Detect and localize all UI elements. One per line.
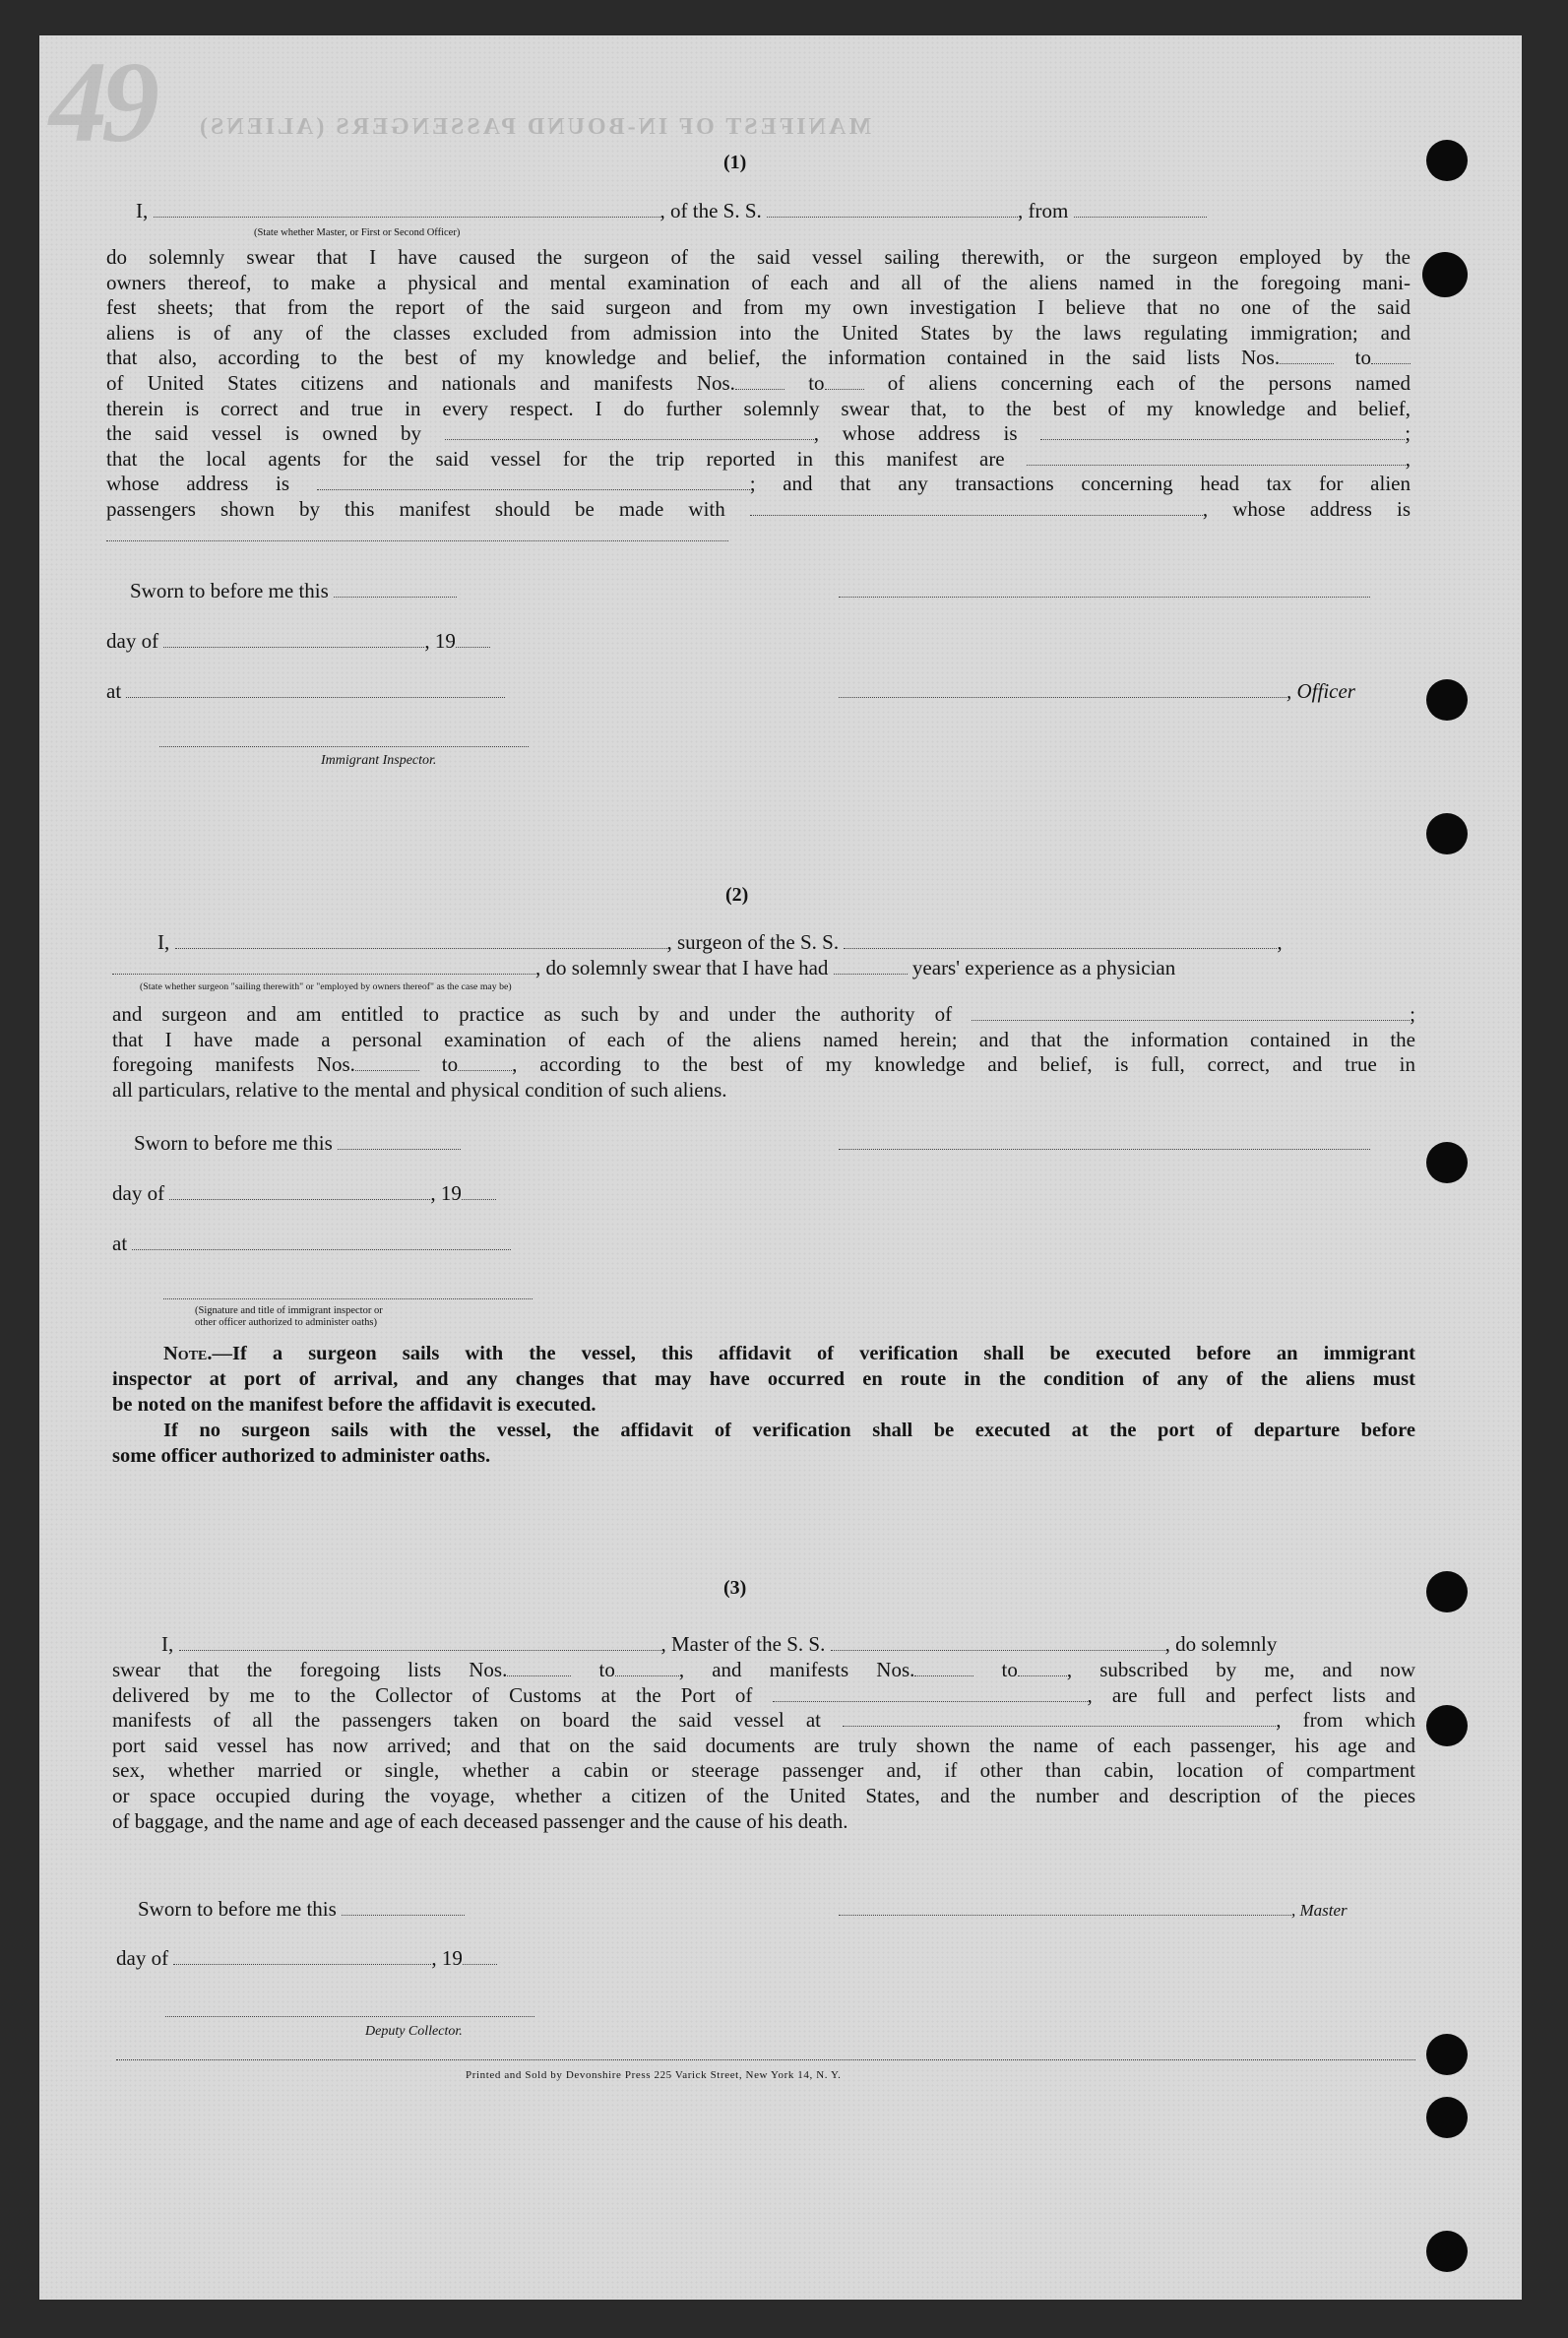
s3-text: or space occupied during the voyage, whether a citizen of the United States, and the number and description of the pieces [112, 1783, 1415, 1807]
s2-sig-caption-2: other officer authorized to administer oaths) [195, 1317, 377, 1328]
section-1-number: (1) [723, 152, 747, 173]
s2-name-field[interactable] [175, 931, 667, 949]
s1-day-field[interactable] [163, 630, 424, 648]
s2-sworn: Sworn to before me this [134, 1131, 461, 1157]
section-2-number: (2) [725, 884, 749, 906]
note-line: Note.—If a surgeon sails with the vessel, this affidavit of verification shall be executed before an immigrant [163, 1343, 1415, 1364]
s2-text: all particulars, relative to the mental and physical condition of such aliens. [112, 1077, 727, 1102]
punch-hole [1426, 2097, 1468, 2138]
s1-officer-signature-line[interactable] [839, 597, 1370, 598]
s3-day-of: day of , 19 [116, 1946, 497, 1972]
s1-text: aliens is of any of the classes excluded from admission into the United States by the laws regulating immigration; and [106, 320, 1411, 345]
punch-hole [1426, 2231, 1468, 2272]
s2-text: that I have made a personal examination of each of the aliens named herein; and that the information contained in the [112, 1027, 1415, 1051]
punch-hole [1426, 140, 1468, 181]
punch-hole [1422, 252, 1468, 297]
s1-agent-address-line: whose address is ; and that any transactions concerning head tax for alien [106, 472, 1411, 496]
s3-manifests-from-field[interactable] [914, 1659, 973, 1676]
section-3-body [112, 1658, 1415, 1834]
s1-year-field[interactable] [456, 630, 490, 648]
punch-hole [1426, 1705, 1468, 1746]
section-2-line-1: I, , surgeon of the S. S. , [157, 930, 1283, 954]
surgeon-caption: (State whether surgeon "sailing therewith" or "employed by owners thereof" as the case may be) [140, 981, 512, 992]
corner-number: 49 [49, 37, 154, 166]
punch-hole [1426, 813, 1468, 854]
s1-at: at [106, 679, 505, 705]
s3-boarded-line: manifests of all the passengers taken on board the said vessel at , from which [112, 1708, 1416, 1733]
punch-hole [1426, 679, 1468, 721]
s2-inspector-signature-line[interactable] [163, 1298, 533, 1299]
officer-name-field[interactable] [154, 200, 660, 218]
s1-sworn-date-field[interactable] [334, 580, 457, 598]
s1-at-field[interactable] [126, 680, 505, 698]
punch-hole [1426, 1571, 1468, 1612]
from-port-field[interactable] [1074, 200, 1207, 218]
s2-year-field[interactable] [462, 1182, 496, 1200]
s2-surgeon-signature-line[interactable] [839, 1149, 1370, 1150]
s2-manifests-from-field[interactable] [355, 1053, 419, 1071]
section-3-line-1: I, , Master of the S. S. , do solemnly [161, 1632, 1278, 1656]
section-3-number: (3) [723, 1577, 747, 1599]
s2-years-field[interactable] [834, 957, 908, 975]
s1-text: fest sheets; that from the report of the said surgeon and from my own investigation I believe that no one of the said [106, 295, 1411, 320]
headtax-address-field[interactable] [106, 524, 728, 541]
s3-text: port said vessel has now arrived; and that on the said documents are truly shown the name of each passenger, his age and [112, 1733, 1415, 1757]
s2-at: at [112, 1232, 511, 1257]
form-sheet [39, 35, 1522, 2300]
s3-collector-signature-line[interactable] [165, 2016, 534, 2017]
officer-label: , Officer [1286, 679, 1355, 703]
of-ss-label: , of the S. S. [659, 199, 762, 222]
s3-lists-line: swear that the foregoing lists Nos. to , and manifests Nos. to , subscribed by me, and now [112, 1658, 1415, 1681]
s2-at-field[interactable] [132, 1232, 511, 1250]
owner-field[interactable] [445, 422, 814, 440]
s1-headtax-line: passengers shown by this manifest should be made with , whose address is [106, 496, 1411, 521]
section-1-line-1 [136, 199, 1411, 224]
s2-authority-line: and surgeon and am entitled to practice as such by and under the authority of ; [112, 1002, 1416, 1026]
s3-sworn: Sworn to before me this [138, 1897, 465, 1923]
s3-year-field[interactable] [463, 1947, 497, 1965]
s3-port-line: delivered by me to the Collector of Customs at the Port of , are full and perfect lists and [112, 1682, 1415, 1707]
s1-owner-line: the said vessel is owned by , whose address is ; [106, 421, 1411, 446]
agents-field[interactable] [1027, 448, 1406, 466]
printer-credit: Printed and Sold by Devonshire Press 225 Varick Street, New York 14, N. Y. [466, 2069, 842, 2081]
s1-officer-field[interactable] [839, 680, 1286, 698]
section-2-line-2: , do solemnly swear that I have had years' experience as a physician [112, 956, 1415, 981]
s1-lists-line: that also, according to the best of my knowledge and belief, the information contained in the said lists Nos. to [106, 346, 1411, 371]
s2-authority-field[interactable] [972, 1003, 1410, 1021]
owner-address-field[interactable] [1040, 422, 1405, 440]
s3-port-field[interactable] [773, 1684, 1088, 1702]
lists-from-field[interactable] [1280, 347, 1334, 364]
s3-collector-caption: Deputy Collector. [365, 2024, 463, 2039]
s3-name-field[interactable] [179, 1633, 661, 1651]
s1-inspector-caption: Immigrant Inspector. [321, 753, 437, 768]
footer-rule [116, 2059, 1415, 2060]
headtax-contact-field[interactable] [750, 498, 1203, 516]
note-line: some officer authorized to administer oaths. [112, 1445, 491, 1467]
section-1-body [106, 245, 1411, 547]
s2-manifests-line: foregoing manifests Nos. to , according to the best of my knowledge and belief, is full, correct, and true in [112, 1052, 1415, 1077]
s3-text: of baggage, and the name and age of each deceased passenger and the cause of his death. [112, 1808, 848, 1833]
s3-sworn-date-field[interactable] [342, 1898, 465, 1916]
s3-lists-to-field[interactable] [615, 1659, 679, 1676]
officer-caption: (State whether Master, or First or Second Officer) [254, 227, 461, 238]
s1-sworn: Sworn to before me this [130, 579, 457, 604]
s1-manifests-line: of United States citizens and nationals and manifests Nos. to of aliens concerning each of the persons named [106, 370, 1411, 395]
section-2-body [112, 1002, 1415, 1103]
punch-hole [1426, 1142, 1468, 1183]
s2-day-of: day of , 19 [112, 1181, 496, 1207]
note-block [112, 1341, 1415, 1469]
s1-officer-line [839, 679, 1355, 705]
agent-address-field[interactable] [317, 473, 750, 490]
s3-vessel-field[interactable] [831, 1633, 1165, 1651]
s3-master-field[interactable] [839, 1898, 1291, 1916]
i-label: I, [136, 199, 149, 222]
from-label: , from [1018, 199, 1069, 222]
s2-day-field[interactable] [169, 1182, 430, 1200]
s1-text: therein is correct and true in every respect. I do further solemnly swear that, to the best of my knowledge and belief, [106, 396, 1411, 420]
note-label: Note. [163, 1343, 213, 1364]
master-label: , Master [1291, 1901, 1348, 1920]
s2-sworn-date-field[interactable] [338, 1132, 461, 1150]
note-line: be noted on the manifest before the affidavit is executed. [112, 1394, 596, 1416]
s3-day-field[interactable] [173, 1947, 431, 1965]
s2-manifests-to-field[interactable] [458, 1053, 512, 1071]
punch-hole [1426, 2034, 1468, 2075]
vessel-name-field[interactable] [767, 200, 1018, 218]
faint-form-title: MANIFEST OF IN-BOUND PASSENGERS (ALIENS) [197, 114, 871, 140]
s1-headtax-address-line [106, 523, 1411, 548]
s1-agents-line: that the local agents for the said vessel for the trip reported in this manifest are , [106, 446, 1411, 471]
s1-inspector-signature-line[interactable] [159, 746, 529, 747]
s1-text: do solemnly swear that I have caused the surgeon of the said vessel sailing therewith, or the surgeon employed by the [106, 245, 1411, 269]
s1-day-of: day of , 19 [106, 629, 490, 655]
lists-to-field[interactable] [1371, 347, 1411, 364]
note-line: If no surgeon sails with the vessel, the affidavit of verification shall be executed at the port of departure before [163, 1420, 1415, 1441]
note-line: inspector at port of arrival, and any changes that may have occurred en route in the condition of any of the aliens must [112, 1368, 1415, 1390]
manifests-to-field[interactable] [825, 372, 864, 390]
s1-text: owners thereof, to make a physical and mental examination of each and all of the aliens named in the foregoing mani- [106, 270, 1411, 294]
s3-master-line [839, 1897, 1348, 1924]
s2-vessel-field[interactable] [844, 931, 1277, 949]
s3-manifests-to-field[interactable] [1018, 1659, 1067, 1676]
s3-boarded-at-field[interactable] [843, 1709, 1276, 1727]
s2-sig-caption-1: (Signature and title of immigrant inspector or [195, 1305, 383, 1316]
s2-surgeon-type-field[interactable] [112, 957, 535, 975]
s3-text: sex, whether married or single, whether a cabin or steerage passenger and, if other than cabin, location of compartment [112, 1758, 1415, 1783]
s3-lists-from-field[interactable] [507, 1659, 571, 1676]
manifests-from-field[interactable] [735, 372, 784, 390]
